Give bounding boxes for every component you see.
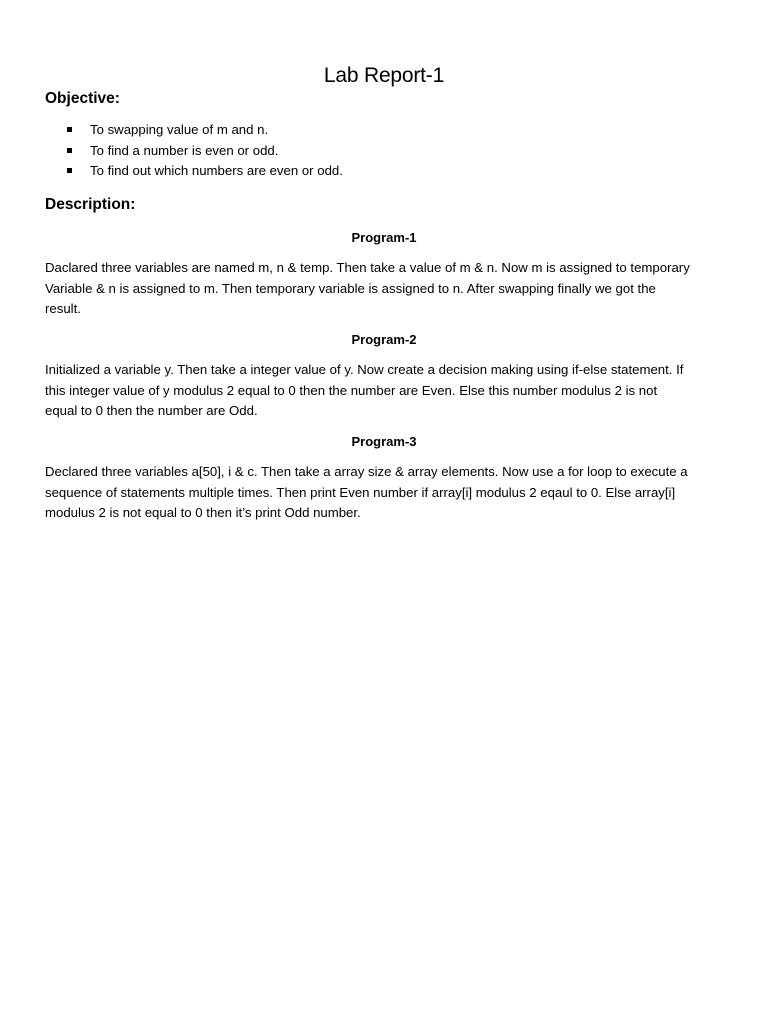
square-bullet-icon <box>67 168 72 173</box>
program-2-heading: Program-2 <box>351 332 417 347</box>
square-bullet-icon <box>67 127 72 132</box>
list-item <box>0 141 768 162</box>
program-3-heading: Program-3 <box>351 434 417 449</box>
list-item <box>0 120 768 141</box>
paragraph-line: Declared three variables a[50], i & c. Then take a array size & array elements. Now use a for loop to execute a <box>45 464 688 479</box>
paragraph-line: equal to 0 then the number are Odd. <box>45 403 258 418</box>
description-heading: Description: <box>45 196 136 213</box>
list-item-text: To find out which numbers are even or odd. <box>90 163 343 178</box>
objective-list <box>0 120 768 182</box>
list-item <box>0 161 768 182</box>
program-2-paragraph <box>45 360 683 422</box>
paragraph-line: result. <box>45 301 81 316</box>
list-item-text: To swapping value of m and n. <box>90 122 269 137</box>
paragraph-line: Daclared three variables are named m, n & temp. Then take a value of m & n. Now m is assigned to temporary <box>45 260 690 275</box>
paragraph-line: sequence of statements multiple times. Then print Even number if array[i] modulus 2 eqaul to 0. Else array[i] <box>45 484 676 500</box>
program-1-heading: Program-1 <box>351 230 417 245</box>
objective-heading: Objective: <box>45 90 120 107</box>
document-title: Lab Report-1 <box>323 64 445 88</box>
paragraph-line: Variable & n is assigned to m. Then temporary variable is assigned to n. After swapping finally we got the <box>45 280 656 296</box>
paragraph-line: this integer value of y modulus 2 equal to 0 then the number are Even. Else this number modulus 2 is not <box>45 382 658 398</box>
paragraph-line: Initialized a variable y. Then take a integer value of y. Now create a decision making using if-else statement. If <box>45 362 684 377</box>
square-bullet-icon <box>67 148 72 153</box>
program-1-paragraph <box>45 258 690 320</box>
paragraph-line: modulus 2 is not equal to 0 then it’s print Odd number. <box>45 505 361 520</box>
list-item-text: To find a number is even or odd. <box>90 142 279 158</box>
program-3-paragraph <box>45 462 688 524</box>
